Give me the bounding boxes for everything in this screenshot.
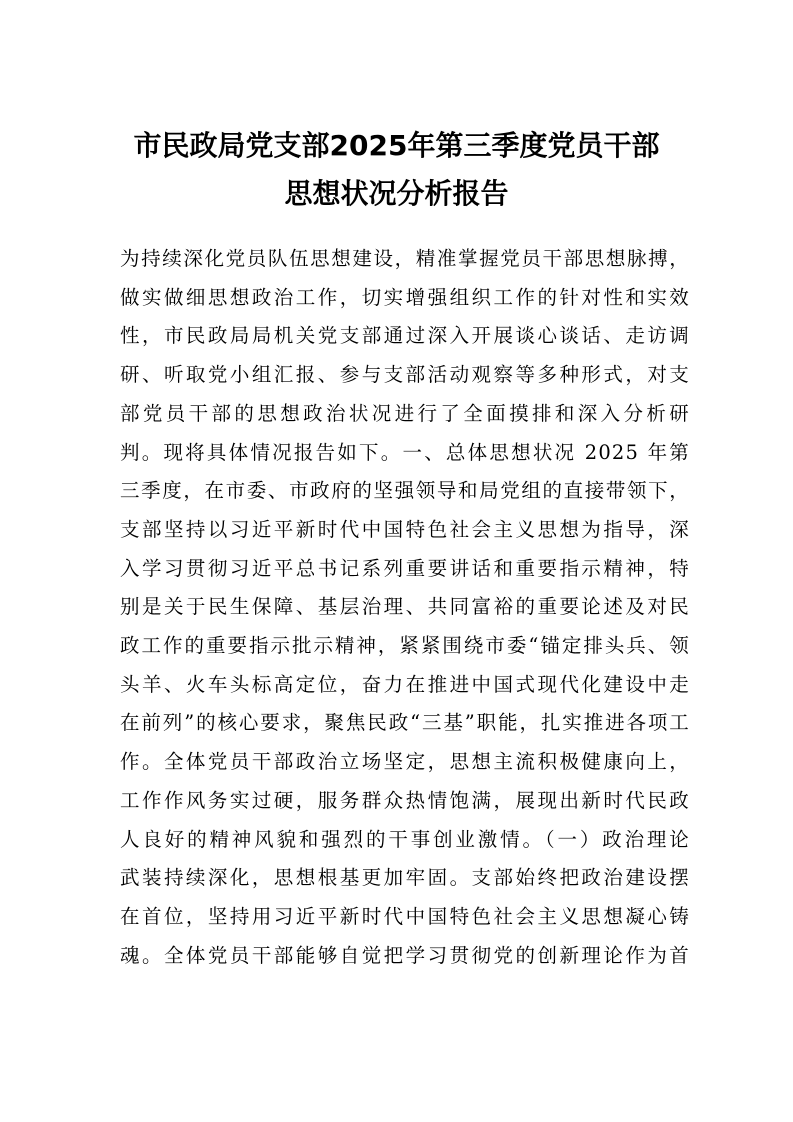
- body-line: 三季度，在市委、市政府的坚强领导和局党组的直接带领下，: [120, 479, 690, 503]
- body-line: 判。现将具体情况报告如下。一、总体思想状况 2025 年第: [120, 440, 690, 464]
- body-line: 为持续深化党员队伍思想建设，精准掌握党员干部思想脉搏，: [120, 247, 690, 270]
- document-title-line-2: 思想状况分析报告: [284, 177, 509, 210]
- body-line: 人良好的精神风貌和强烈的干事创业激情。（一）政治理论: [120, 827, 690, 851]
- body-line: 在首位，坚持用习近平新时代中国特色社会主义思想凝心铸: [120, 904, 690, 928]
- body-line: 在前列”的核心要求，聚焦民政“三基”职能，扎实推进各项工: [120, 711, 690, 735]
- body-line: 性，市民政局局机关党支部通过深入开展谈心谈话、走访调: [120, 324, 690, 348]
- body-line: 支部坚持以习近平新时代中国特色社会主义思想为指导，深: [120, 517, 690, 541]
- body-line: 工作作风务实过硬，服务群众热情饱满，展现出新时代民政: [120, 788, 690, 812]
- body-line: 魂。全体党员干部能够自觉把学习贯彻党的创新理论作为首: [120, 943, 690, 967]
- body-line: 政工作的重要指示批示精神，紧紧围绕市委“锚定排头兵、领: [120, 634, 690, 658]
- body-line: 作。全体党员干部政治立场坚定，思想主流积极健康向上，: [120, 750, 690, 774]
- body-line: 部党员干部的思想政治状况进行了全面摸排和深入分析研: [120, 401, 690, 425]
- body-line: 做实做细思想政治工作，切实增强组织工作的针对性和实效: [120, 285, 690, 309]
- body-line: 别是关于民生保障、基层治理、共同富裕的重要论述及对民: [120, 595, 690, 619]
- document-title-line-1: 市民政局党支部2025年第三季度党员干部: [133, 129, 660, 162]
- body-line: 武装持续深化，思想根基更加牢固。支部始终把政治建设摆: [120, 866, 690, 890]
- body-line: 研、听取党小组汇报、参与支部活动观察等多种形式，对支: [120, 363, 690, 387]
- document-body: [120, 240, 690, 975]
- body-line: 头羊、火车头标高定位，奋力在推进中国式现代化建设中走: [120, 672, 690, 696]
- body-line: 入学习贯彻习近平总书记系列重要讲话和重要指示精神，特: [120, 556, 690, 580]
